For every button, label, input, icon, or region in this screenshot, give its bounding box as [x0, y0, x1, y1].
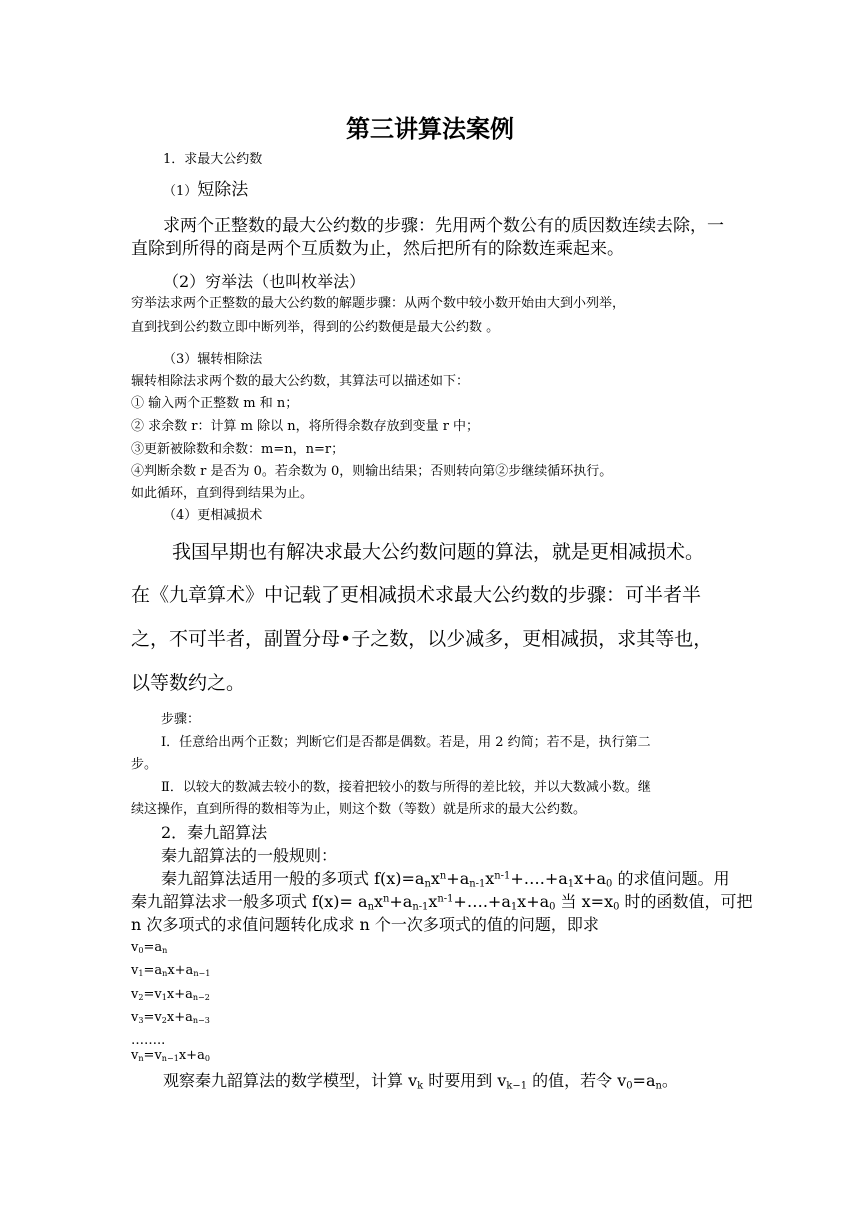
page-title: 第三讲算法案例 — [346, 115, 514, 143]
horner-rule-heading: 秦九韶算法的一般规则： — [161, 846, 338, 865]
method-1-number: （1） — [163, 184, 198, 199]
recurrence-line: $v_1=a_nx+a_{n-1}$ — [131, 963, 211, 978]
x-equals-x0: $x=x_0$ — [581, 892, 620, 913]
v0-equals-an: $v_0=a_n$。 — [617, 1071, 678, 1092]
polynomial-formula: $f(x)=a_nx^n+a_{n-1}x^{n-1}+\dots.+a_1x+a_0$ — [374, 869, 613, 890]
recurrence-line: $v_n=v_{n-1}x+a_0$ — [131, 1048, 210, 1063]
horner-para-line-2: 秦九韶算法求一般多项式 $f(x)= a_nx^n+a_{n-1}x^{n-1}+\dots.+a_1x+a_0$ 当 $x=x_0$ 时的函数值，可把 — [131, 892, 753, 913]
steps-text-line: Ⅰ．任意给出两个正数；判断它们是否都是偶数。若是，用 2 约简；若不是，执行第二 — [161, 735, 651, 750]
recurrence-line: $v_0=a_n$ — [131, 940, 168, 955]
method-3-text-line: ④判断余数 r 是否为 0。若余数为 0，则输出结果；否则转向第②步继续循环执行。 — [131, 464, 613, 479]
method-2-text-line: 穷举法求两个正整数的最大公约数的解题步骤：从两个数中较小数开始由大到小列举， — [131, 296, 626, 311]
method-4-text-line: 之，不可半者，副置分母•子之数，以少减多，更相减损，求其等也， — [131, 628, 713, 650]
method-4-heading: （4）更相减损术 — [163, 508, 263, 523]
method-1-text-line: 求两个正整数的最大公约数的步骤：先用两个数公有的质因数连续去除，一 — [163, 216, 724, 236]
method-3-text-line: ② 求余数 r：计算 m 除以 n，将所得余数存放到变量 r 中； — [131, 419, 480, 434]
recurrence-ellipsis: …….. — [131, 1033, 166, 1048]
method-3-text-line: 如此循环，直到得到结果为止。 — [131, 486, 314, 501]
recurrence-line: $v_3=v_2x+a_{n-3}$ — [131, 1010, 210, 1025]
method-3-text-line: ① 输入两个正整数 m 和 n； — [131, 396, 299, 411]
method-1-text-line: 直除到所得的商是两个互质数为止，然后把所有的除数连乘起来。 — [131, 239, 624, 259]
method-4-text-line: 我国早期也有解决求最大公约数问题的算法，就是更相减损术。 — [172, 541, 705, 563]
horner-para-line-3: n 次多项式的求值问题转化成求 n 个一次多项式的值的问题，即求 — [131, 915, 599, 934]
method-3-heading: （3）辗转相除法 — [163, 352, 263, 367]
steps-label: 步骤： — [161, 712, 201, 727]
horner-conclusion-line: 观察秦九韶算法的数学模型，计算 $v_k$ 时要用到 $v_{k-1}$ 的值，若令 $v_0=a_n$。 — [163, 1071, 678, 1092]
method-1-heading — [163, 180, 248, 201]
method-3-text-line: 辗转相除法求两个数的最大公约数，其算法可以描述如下： — [131, 374, 470, 389]
steps-text-line: Ⅱ．以较大的数减去较小的数，接着把较小的数与所得的差比较，并以大数减小数。继 — [161, 780, 651, 795]
polynomial-formula: $f(x)= a_nx^n+a_{n-1}x^{n-1}+\dots.+a_1x+a_0$ — [312, 892, 556, 913]
recurrence-line: $v_2=v_1x+a_{n-2}$ — [131, 987, 210, 1002]
method-1-name: 短除法 — [197, 180, 249, 200]
section-1-heading: 1．求最大公约数 — [163, 152, 263, 167]
vk-term: $v_k$ — [408, 1071, 424, 1092]
method-2-heading: （2）穷举法（也叫枚举法） — [163, 272, 366, 291]
method-4-text-line: 在《九章算术》中记载了更相减损术求最大公约数的步骤：可半者半 — [131, 584, 702, 606]
horner-para-line-1: 秦九韶算法适用一般的多项式 $f(x)=a_nx^n+a_{n-1}x^{n-1}+\dots.+a_1x+a_0$ 的求值问题。用 — [161, 869, 730, 890]
method-3-text-line: ③更新被除数和余数：m=n，n=r； — [131, 442, 345, 457]
steps-text-line: 步。 — [131, 757, 158, 772]
method-4-text-line: 以等数约之。 — [131, 672, 246, 694]
method-2-text-line: 直到找到公约数立即中断列举，得到的公约数便是最大公约数 。 — [131, 320, 500, 335]
vk-minus-1-term: $v_{k-1}$ — [497, 1071, 527, 1092]
steps-text-line: 续这操作，直到所得的数相等为止，则这个数（等数）就是所求的最大公约数。 — [131, 802, 587, 817]
section-2-heading: 2．秦九韶算法 — [161, 823, 268, 842]
